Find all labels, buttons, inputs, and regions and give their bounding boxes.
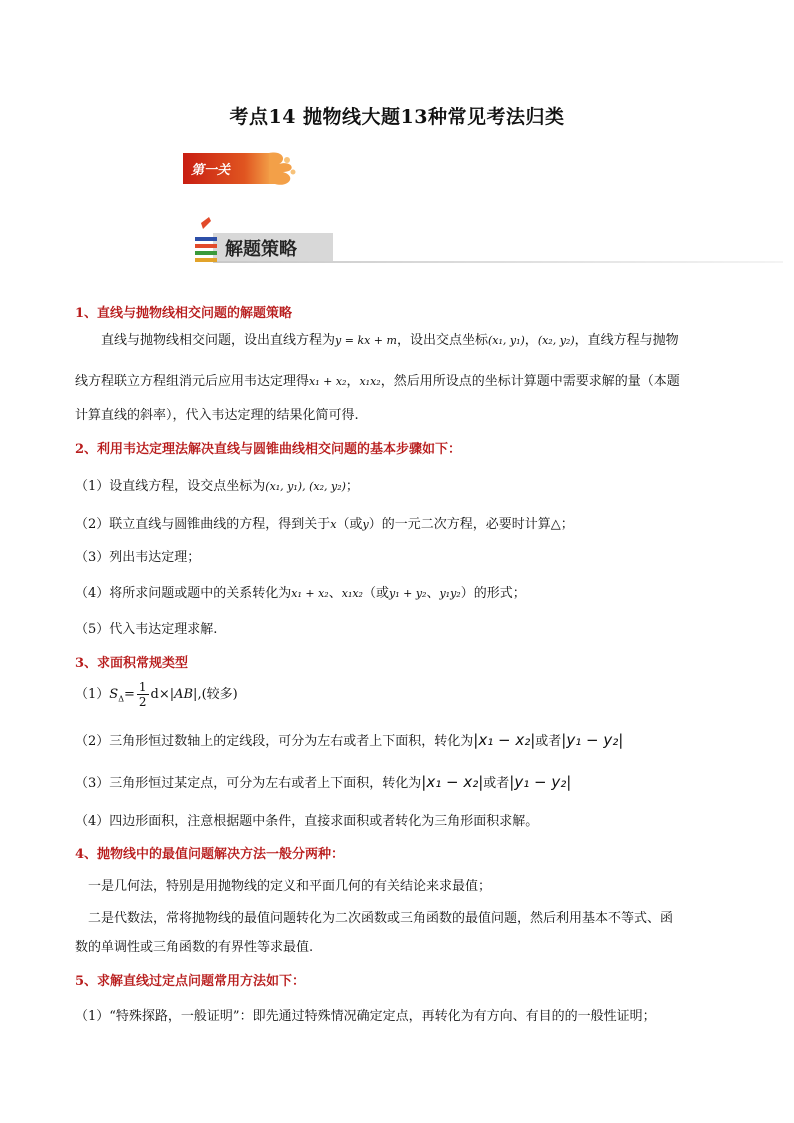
section-1-line-3: 计算直线的斜率），代入韦达定理的结果化简可得. (75, 408, 359, 423)
section-1-heading: 1、直线与抛物线相交问题的解题策略 (75, 306, 293, 321)
strategy-banner (193, 215, 783, 270)
level-banner (183, 150, 303, 190)
page-title: 考点14 抛物线大题13种常见考法归类 (229, 106, 565, 128)
section-1-paragraph: 直线与抛物线相交问题，设出直线方程为y = kx + m，设出交点坐标(x₁, y₁)，(x₂, y₂)，直线方程与抛物 (101, 333, 679, 348)
section-3-heading: 3、求面积常规类型 (75, 656, 189, 671)
section-4-paragraph-2b: 数的单调性或三角函数的有界性等求最值. (75, 940, 314, 955)
fraction-one-half: $\frac{1}{2}$ (138, 680, 147, 709)
section-5-heading: 5、求解直线过定点问题常用方法如下： (75, 974, 306, 989)
level-banner-label: 第一关 (191, 163, 231, 178)
section-2-item-5: （5）代入韦达定理求解. (75, 622, 218, 637)
section-3-item-4: （4）四边形面积，注意根据题中条件，直接求面积或者转化为三角形面积求解。 (75, 814, 539, 829)
pencil-icon (201, 217, 211, 229)
section-4-heading: 4、抛物线中的最值问题解决方法一般分两种： (75, 847, 345, 862)
section-3-item-3: （3）三角形恒过某定点，可分为左右或者上下面积，转化为|x₁ − x₂|或者|y₁ − y₂| (75, 773, 572, 791)
section-4-paragraph-1: 一是几何法，特别是用抛物线的定义和平面几何的有关结论来求最值； (88, 879, 492, 894)
section-5-item-1: （1）“特殊探路，一般证明”：即先通过特殊情况确定定点，再转化为有方向、有目的的一般性证明； (75, 1009, 656, 1024)
section-2-item-2: （2）联立直线与圆锥曲线的方程，得到关于x（或y）的一元二次方程，必要时计算△； (75, 517, 574, 532)
section-2-item-3: （3）列出韦达定理； (75, 550, 201, 565)
section-2-heading: 2、利用韦达定理法解决直线与圆锥曲线相交问题的基本步骤如下： (75, 442, 462, 457)
section-2-item-4: （4）将所求问题或题中的关系转化为x₁ + x₂、x₁x₂（或y₁ + y₂、y₁y₂）的形式； (75, 586, 526, 601)
section-3-item-1: $(1)S_\Delta=$ $\frac{1}{2}$ d×|AB|,(较多) (75, 680, 238, 709)
section-4-paragraph-2a: 二是代数法，常将抛物线的最值问题转化为二次函数或三角函数的最值问题，然后利用基本不等式、函 (88, 911, 674, 926)
strategy-banner-label: 解题策略 (225, 239, 297, 260)
section-2-item-1: （1）设直线方程，设交点坐标为(x₁, y₁), (x₂, y₂)； (75, 479, 359, 494)
section-3-item-2: （2）三角形恒过数轴上的定线段，可分为左右或者上下面积，转化为|x₁ − x₂|或者|y₁ − y₂| (75, 731, 624, 749)
section-1-line-2: 线方程联立方程组消元后应用韦达定理得x₁ + x₂，x₁x₂，然后用所设点的坐标计算题中需要求解的量（本题 (75, 374, 680, 389)
